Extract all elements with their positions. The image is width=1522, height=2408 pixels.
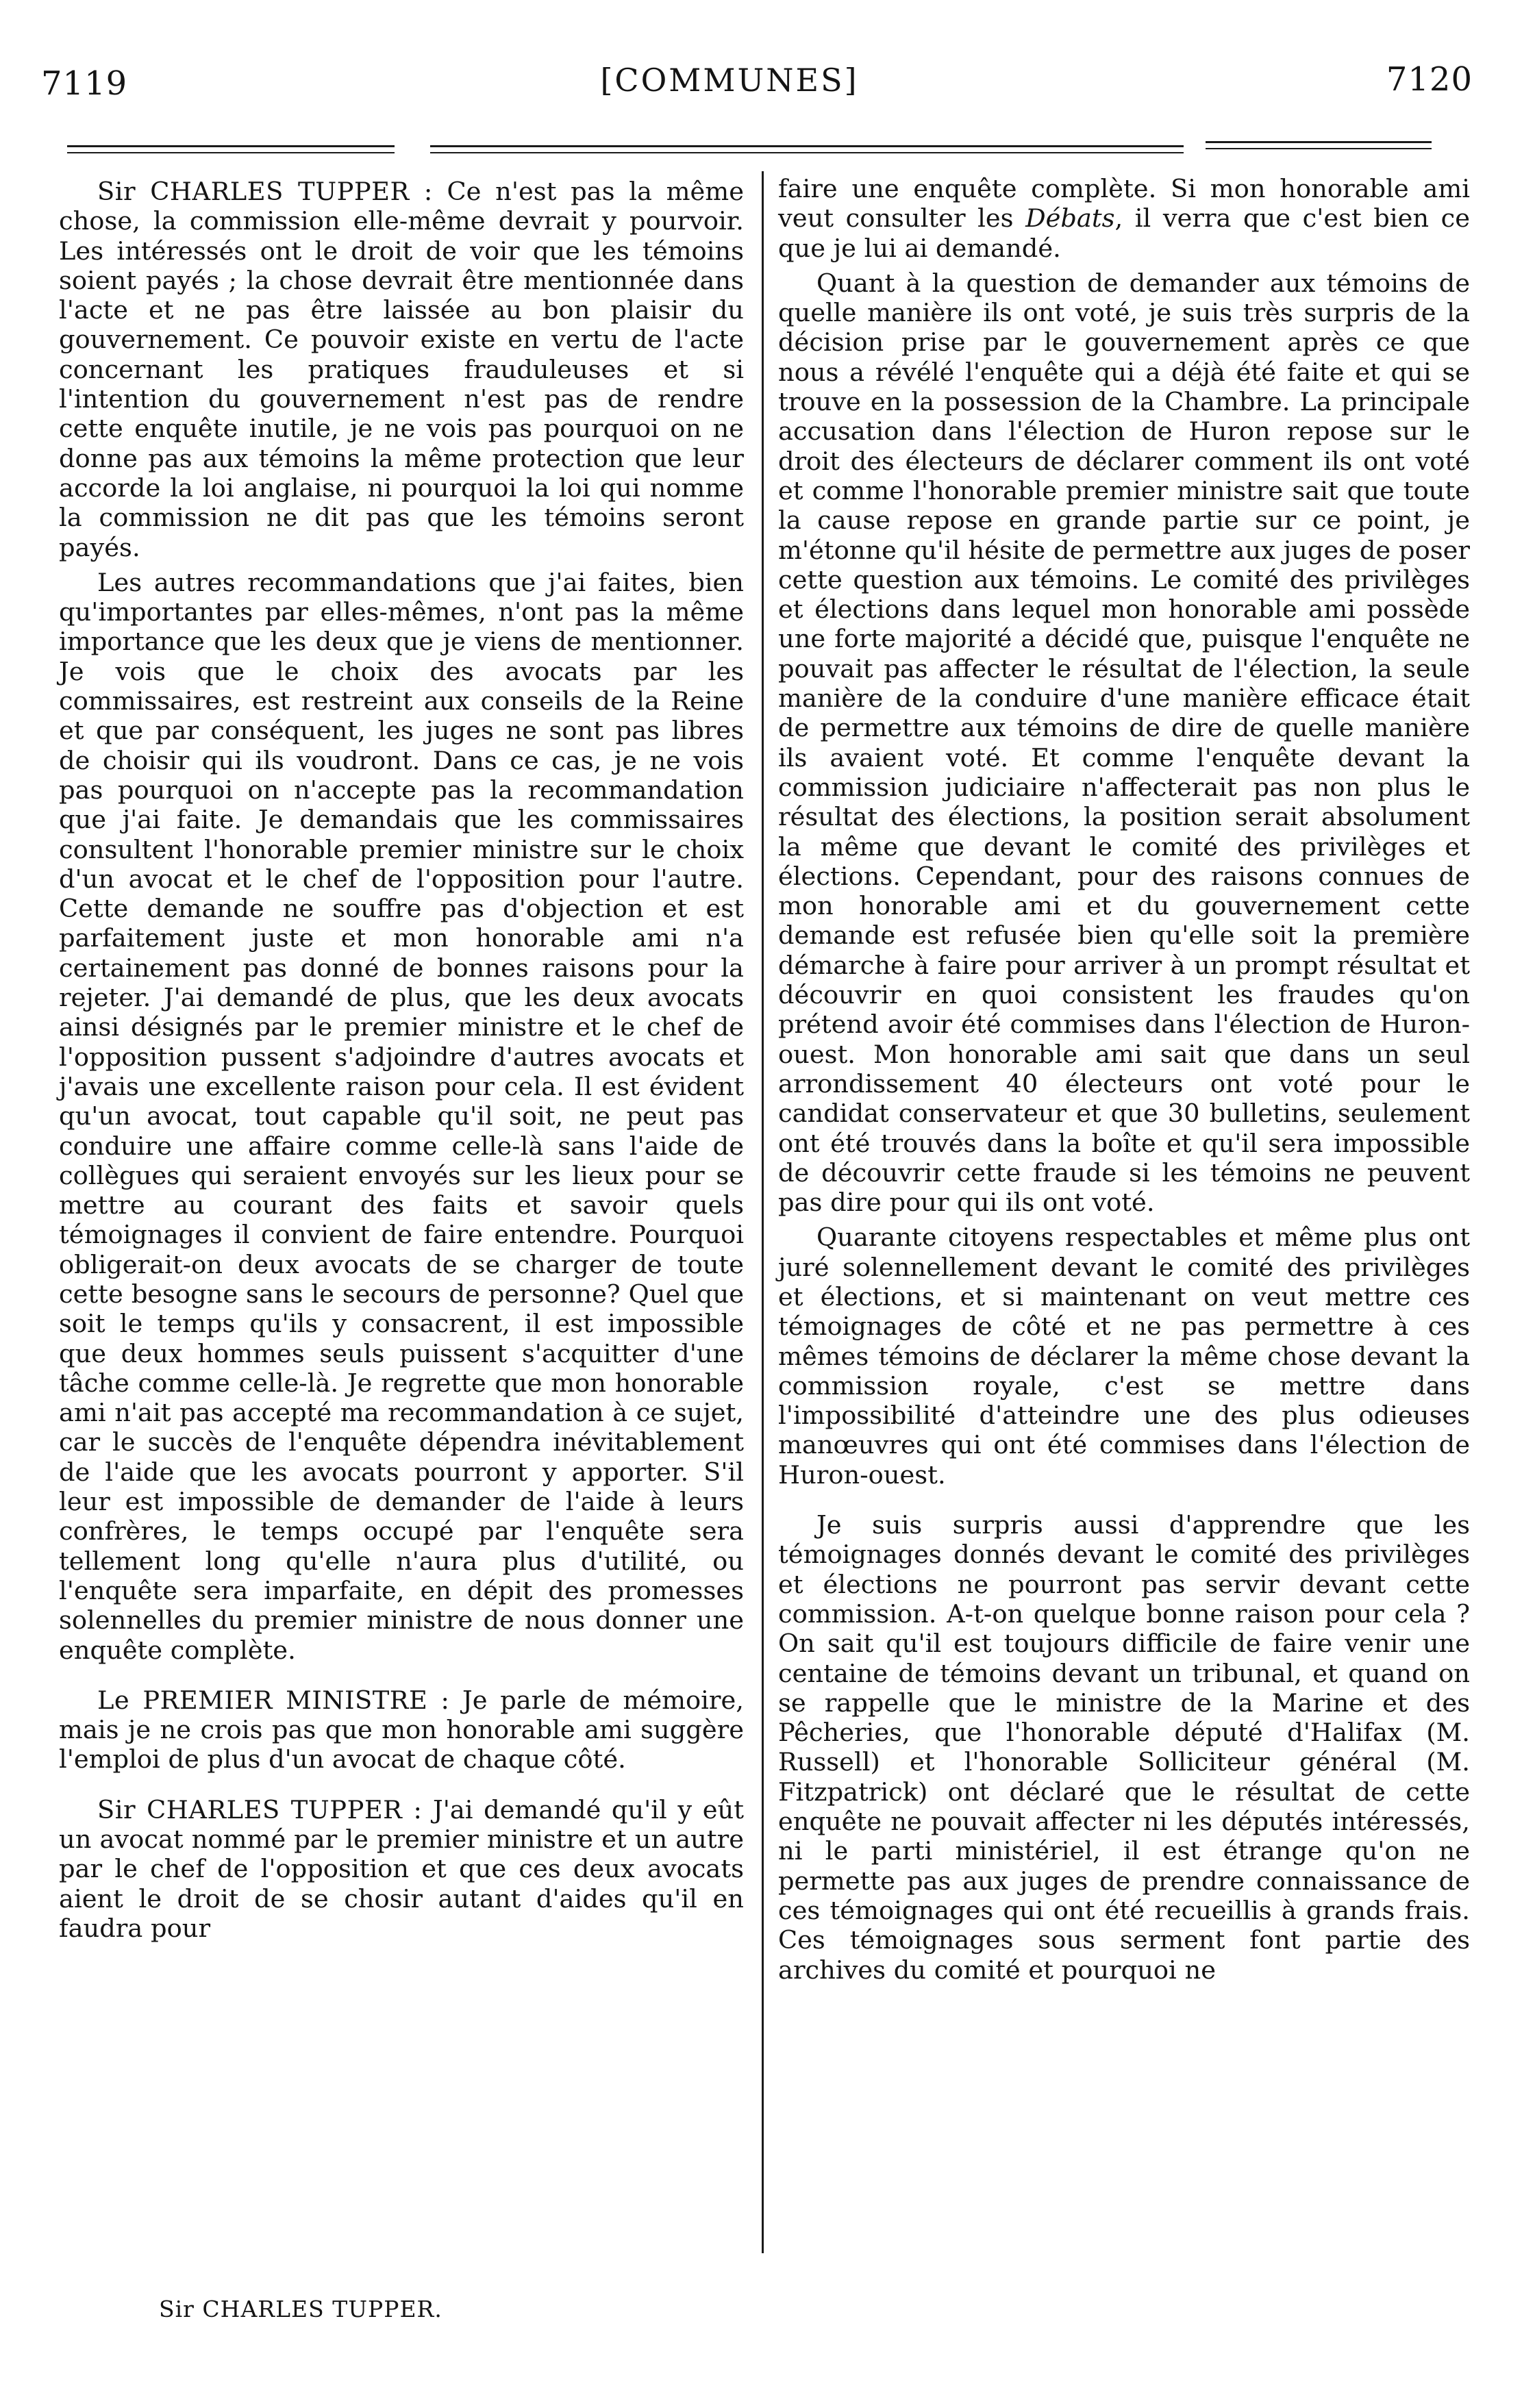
page-number-left: 7119 [41,64,128,103]
paragraph: Quant à la question de demander aux témoins de quelle manière ils ont voté, je suis très surpris de la décision prise par le gouvernement après ce que nous a révélé l'enquête qui a déjà été faite et qui se trouve en la possession de la Chambre. La principale accusation dans l'élection de Huron repose sur le droit des électeurs de déclarer comment ils ont voté et comme l'honorable premier ministre sait que toute la cause repose en grande partie sur ce point, je m'étonne qu'il hésite de permettre aux juges de poser cette question aux témoins. Le comité des privilèges et élections dans lequel mon honorable ami possède une forte majorité a décidé que, puisque l'enquête ne pouvait pas affecter le résultat de l'élection, la seule manière de la conduire d'une manière efficace était de permettre aux témoins de dire de quelle manière ils avaient voté. Et comme l'enquête devant la commission judiciaire n'affecterait pas non plus le résultat des élections, la position serait absolument la même que devant le comité des privilèges et élections. Cependant, pour des raisons connues de mon honorable ami et du gouvernement cette demande est refusée bien qu'elle soit la première démarche à faire pour arriver à un prompt résultat et découvrir en quoi consistent les fraudes qu'on prétend avoir été commises dans l'élection de Huron-ouest. Mon honorable ami sait que dans un seul arrondissement 40 électeurs ont voté pour le candidat conservateur et que 30 bulletins, seulement ont été trouvés dans la boîte et qu'il sera impossible de découvrir cette fraude si les témoins ne peuvent pas dire pour qui ils ont voté. [778,268,1470,1218]
header-rule-mid-bottom [430,152,1184,153]
speaker-name: Sir CHARLES TUPPER : [97,1794,423,1824]
publication-title: Débats [1025,203,1115,234]
speaker-name: Sir CHARLES TUPPER : [97,177,433,206]
header-rule-left-top [67,145,395,147]
left-column [59,177,744,1943]
paragraph: Quarante citoyens respectables et même plus ont juré solennellement devant le comité des privilèges et élections, et si maintenant on veut mettre ces témoignages de côté et ne pas permettre à ces mêmes témoins de déclarer la même chose devant la commission royale, c'est se mettre dans l'impossibilité d'atteindre une des plus odieuses manœuvres qui ont été commises dans l'élection de Huron-ouest. [778,1222,1470,1490]
paragraph: Les autres recommandations que j'ai faites, bien qu'importantes par elles-mêmes, n'ont pas la même importance que les deux que je viens de mentionner. Je vois que le choix des avocats par les commissaires, est restreint aux conseils de la Reine et que par conséquent, les juges ne sont pas libres de choisir qui ils voudront. Dans ce cas, je ne vois pas pourquoi on n'accepte pas la recommandation que j'ai faite. Je demandais que les commissaires consultent l'honorable premier ministre sur le choix d'un avocat et le chef de l'opposition pour l'autre. Cette demande ne souffre pas d'objection et est parfaitement juste et mon honorable ami n'a certainement pas donné de bonnes raisons pour la rejeter. J'ai demandé de plus, que les deux avocats ainsi désignés par le premier ministre et le chef de l'opposition pussent s'adjoindre d'autres avocats et j'avais une excellente raison pour cela. Il est évident qu'un avocat, tout capable qu'il soit, ne peut pas conduire une affaire comme celle-là sans l'aide de collègues qui seraient envoyés sur les lieux pour se mettre au courant des faits et savoir quels témoignages il convient de faire entendre. Pourquoi obligerait-on deux avocats de se charger de toute cette besogne sans le secours de personne? Quel que soit le temps qu'ils y consacrent, il est impossible que deux hommes seuls puissent s'acquitter d'une tâche comme celle-là. Je regrette que mon honorable ami n'ait pas accepté ma recommandation à ce sujet, car le succès de l'enquête dépendra inévitablement de l'aide que les avocats pourront y apporter. S'il leur est impossible de demander de l'aide à leurs confrères, le temps occupé par l'enquête sera tellement long qu'elle n'aura plus d'utilité, ou l'enquête sera imparfaite, en dépit des promesses solennelles du premier ministre de nous donner une enquête complète. [59,567,744,1665]
paragraph-text: Ce n'est pas la même chose, la commission elle-même devrait y pourvoir. Les intéressés ont le droit de voir que les témoins soient payés ; la chose devrait être mentionnée dans l'acte et ne pas être laissée au bon plaisir du gouvernement. Ce pouvoir existe en vertu de l'acte concernant les pratiques frauduleuses et si l'intention du gouvernement n'est pas de rendre cette enquête inutile, je ne vois pas pourquoi on ne donne pas aux témoins la même protection que leur accorde la loi anglaise, ni pourquoi la loi qui nomme la commission ne dit pas que les témoins seront payés. [59,177,744,562]
paragraph [59,1795,744,1943]
paragraph-text: , il verra que c'est bien ce que je lui ai demandé. [778,203,1471,263]
paragraph-text: faire une enquête complète. Si mon honorable ami veut consulter les [778,174,1470,234]
paragraph [778,174,1470,263]
header-rule-left-bottom [67,152,395,153]
right-column [778,174,1470,1985]
page-title: [COMMUNES] [600,62,859,99]
header-rule-right-bottom [1206,148,1432,149]
paragraph: Je suis surpris aussi d'apprendre que les témoignages donnés devant le comité des privilèges et élections ne pourront pas servir devant cette commission. A-t-on quelque bonne raison pour cela ? On sait qu'il est toujours difficile de faire venir une centaine de témoins devant un tribunal, et quand on se rappelle que le ministre de la Marine et des Pêcheries, que l'honorable député d'Halifax (M. Russell) et l'honorable Solliciteur général (M. Fitzpatrick) ont déclaré que le résultat de cette enquête ne pouvait affecter ni les députés intéressés, ni le parti ministériel, il est étrange qu'on ne permette pas aux juges de prendre connaissance de ces témoignages qui ont été recueillis à grands frais. Ces témoignages sous serment font partie des archives du comité et pourquoi ne [778,1510,1470,1985]
page-header [41,48,1473,110]
column-divider [762,171,764,2253]
header-rule-mid-top [430,145,1184,147]
header-rule-right-top [1206,141,1432,143]
page-number-right: 7120 [1386,60,1473,99]
speaker-name: Le PREMIER MINISTRE : [97,1685,450,1715]
paragraph [59,1685,744,1774]
paragraph [59,177,744,562]
paragraph-text: J'ai demandé qu'il y eût un avocat nommé par le premier ministre et un autre par le chef de l'opposition et que ces deux avocats aient le droit de se chosir autant d'aides qu'il en faudra pour [59,1794,744,1943]
footer-catchword: Sir CHARLES TUPPER. [159,2296,442,2322]
paragraph-text: Je parle de mémoire, mais je ne crois pas que mon honorable ami suggère l'emploi de plus d'un avocat de chaque côté. [59,1685,744,1774]
